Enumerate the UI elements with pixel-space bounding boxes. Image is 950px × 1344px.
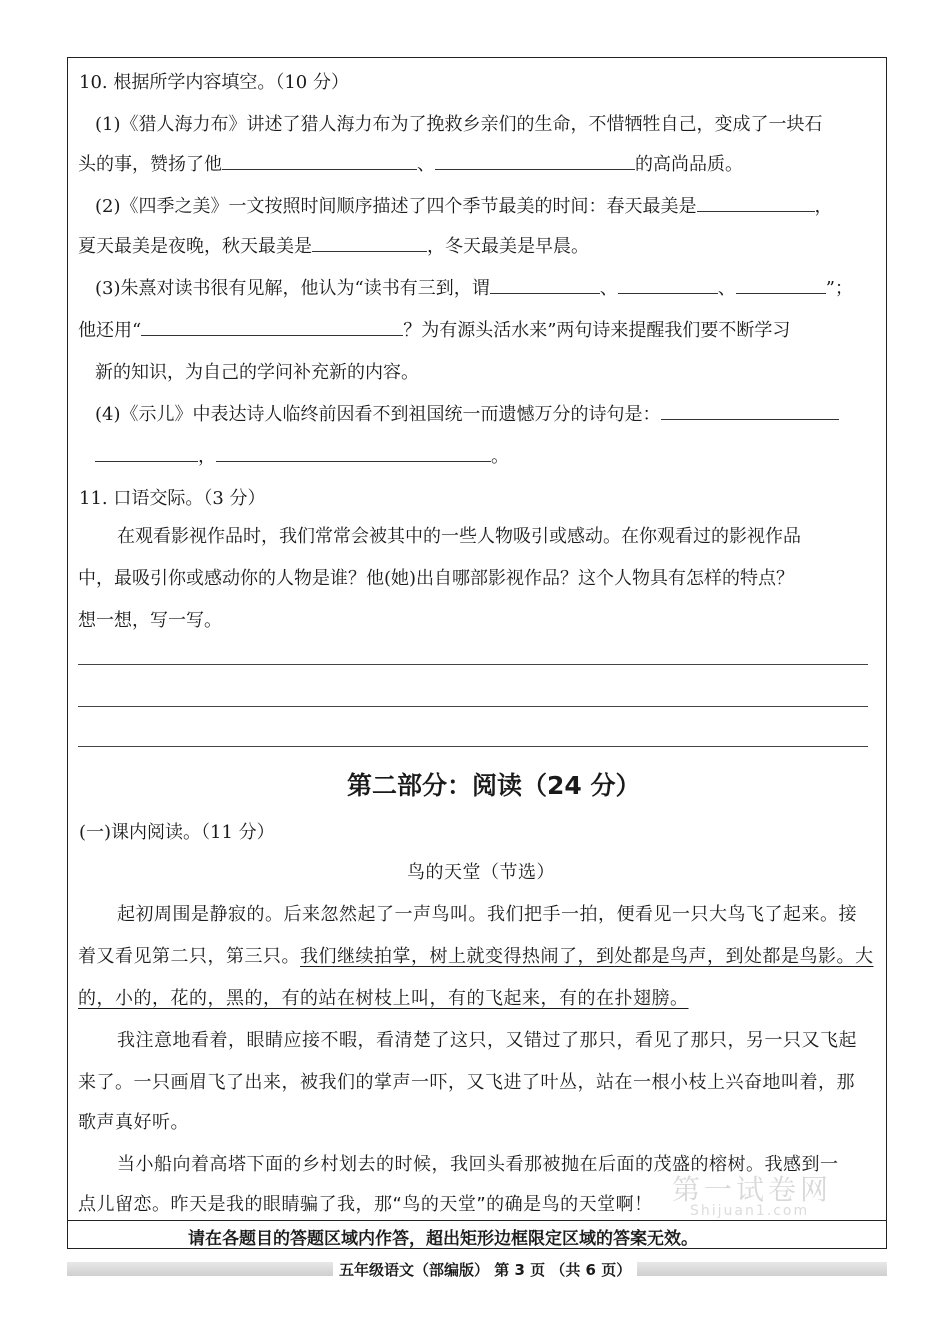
- writing-line[interactable]: [78, 664, 868, 665]
- q10-p3-line3: 新的知识，为自己的学问补充新的内容。: [95, 362, 419, 383]
- underlined-sentence: 我们继续拍掌，树上就变得热闹了，到处都是鸟声，到处都是鸟影。大: [300, 946, 874, 967]
- answer-blank[interactable]: [435, 151, 635, 170]
- answer-blank[interactable]: [661, 401, 839, 420]
- q10-p3-line2: 他还用“ ？为有源头活水来”两句诗来提醒我们要不断学习: [78, 316, 790, 342]
- answer-blank[interactable]: [618, 275, 718, 294]
- para2-line3: 歌声真好听。: [78, 1112, 189, 1133]
- para3-line1: 当小船向着高塔下面的乡村划去的时候，我回头看那被抛在后面的茂盛的榕树。我感到一: [117, 1154, 839, 1175]
- para1-line2: 着又看见第二只，第三只。我们继续拍掌，树上就变得热闹了，到处都是鸟声，到处都是鸟影。大: [78, 946, 874, 967]
- writing-line[interactable]: [78, 746, 868, 747]
- q10-p4-line2: ， 。: [95, 442, 509, 468]
- passage-title: 鸟的天堂（节选）: [407, 862, 555, 883]
- part2-heading: 第二部分：阅读（24 分）: [347, 771, 641, 800]
- q10-p4-line1: (4)《示儿》中表达诗人临终前因看不到祖国统一而遗憾万分的诗句是：: [95, 400, 839, 426]
- q10-title: 10. 根据所学内容填空。（10 分）: [79, 72, 349, 93]
- q10-p1-line2: 头的事，赞扬了他 、 的高尚品质。: [78, 150, 743, 176]
- para1-line1: 起初周围是静寂的。后来忽然起了一声鸟叫。我们把手一拍，便看见一只大鸟飞了起来。接: [117, 904, 857, 925]
- answer-blank[interactable]: [216, 443, 491, 462]
- watermark-url: Shijuan1.com: [690, 1203, 810, 1219]
- footer-notice: 请在各题目的答题区域内作答，超出矩形边框限定区域的答案无效。: [188, 1229, 698, 1249]
- para1-line3: 的，小的，花的，黑的，有的站在树枝上叫，有的飞起来，有的在扑翅膀。: [78, 988, 689, 1009]
- answer-blank[interactable]: [736, 275, 826, 294]
- answer-blank[interactable]: [141, 317, 403, 336]
- page-number: 五年级语文（部编版） 第 3 页 （共 6 页）: [333, 1259, 637, 1280]
- q10-p3-line1: (3)朱熹对读书很有见解，他认为“读书有三到，谓 、 、 ”；: [95, 274, 853, 300]
- q11-line1: 在观看影视作品时，我们常常会被其中的一些人物吸引或感动。在你观看过的影视作品: [117, 526, 801, 547]
- para2-line1: 我注意地看着，眼睛应接不暇，看清楚了这只，又错过了那只，看见了那只，另一只又飞起: [117, 1030, 857, 1051]
- q10-p2-line1: (2)《四季之美》一文按照时间顺序描述了四个季节最美的时间：春天最美是 ，: [95, 192, 833, 218]
- watermark-logo: 第一试卷网: [672, 1173, 833, 1206]
- para3-line2: 点儿留恋。昨天是我的眼睛骗了我，那“鸟的天堂”的确是鸟的天堂啊！: [78, 1194, 653, 1215]
- para2-line2: 来了。一只画眉飞了出来，被我们的掌声一吓，又飞进了叶丛，站在一根小枝上兴奋地叫着，那: [78, 1072, 855, 1093]
- writing-line[interactable]: [78, 706, 868, 707]
- answer-blank[interactable]: [697, 193, 815, 212]
- answer-blank[interactable]: [222, 151, 417, 170]
- reading-section-title: (一)课内阅读。（11 分）: [79, 822, 275, 843]
- answer-blank[interactable]: [95, 443, 198, 462]
- answer-blank[interactable]: [490, 275, 600, 294]
- q10-p2-line2: 夏天最美是夜晚，秋天最美是 ，冬天最美是早晨。: [78, 232, 589, 258]
- q11-line3: 想一想，写一写。: [78, 610, 222, 631]
- q11-line2: 中，最吸引你或感动你的人物是谁？他(她)出自哪部影视作品？这个人物具有怎样的特点？: [78, 568, 795, 589]
- q11-title: 11. 口语交际。（3 分）: [79, 488, 266, 509]
- q10-p1-line1: (1)《猎人海力布》讲述了猎人海力布为了挽救乡亲们的生命，不惜牺牲自己，变成了一块石: [95, 114, 823, 135]
- answer-blank[interactable]: [312, 233, 427, 252]
